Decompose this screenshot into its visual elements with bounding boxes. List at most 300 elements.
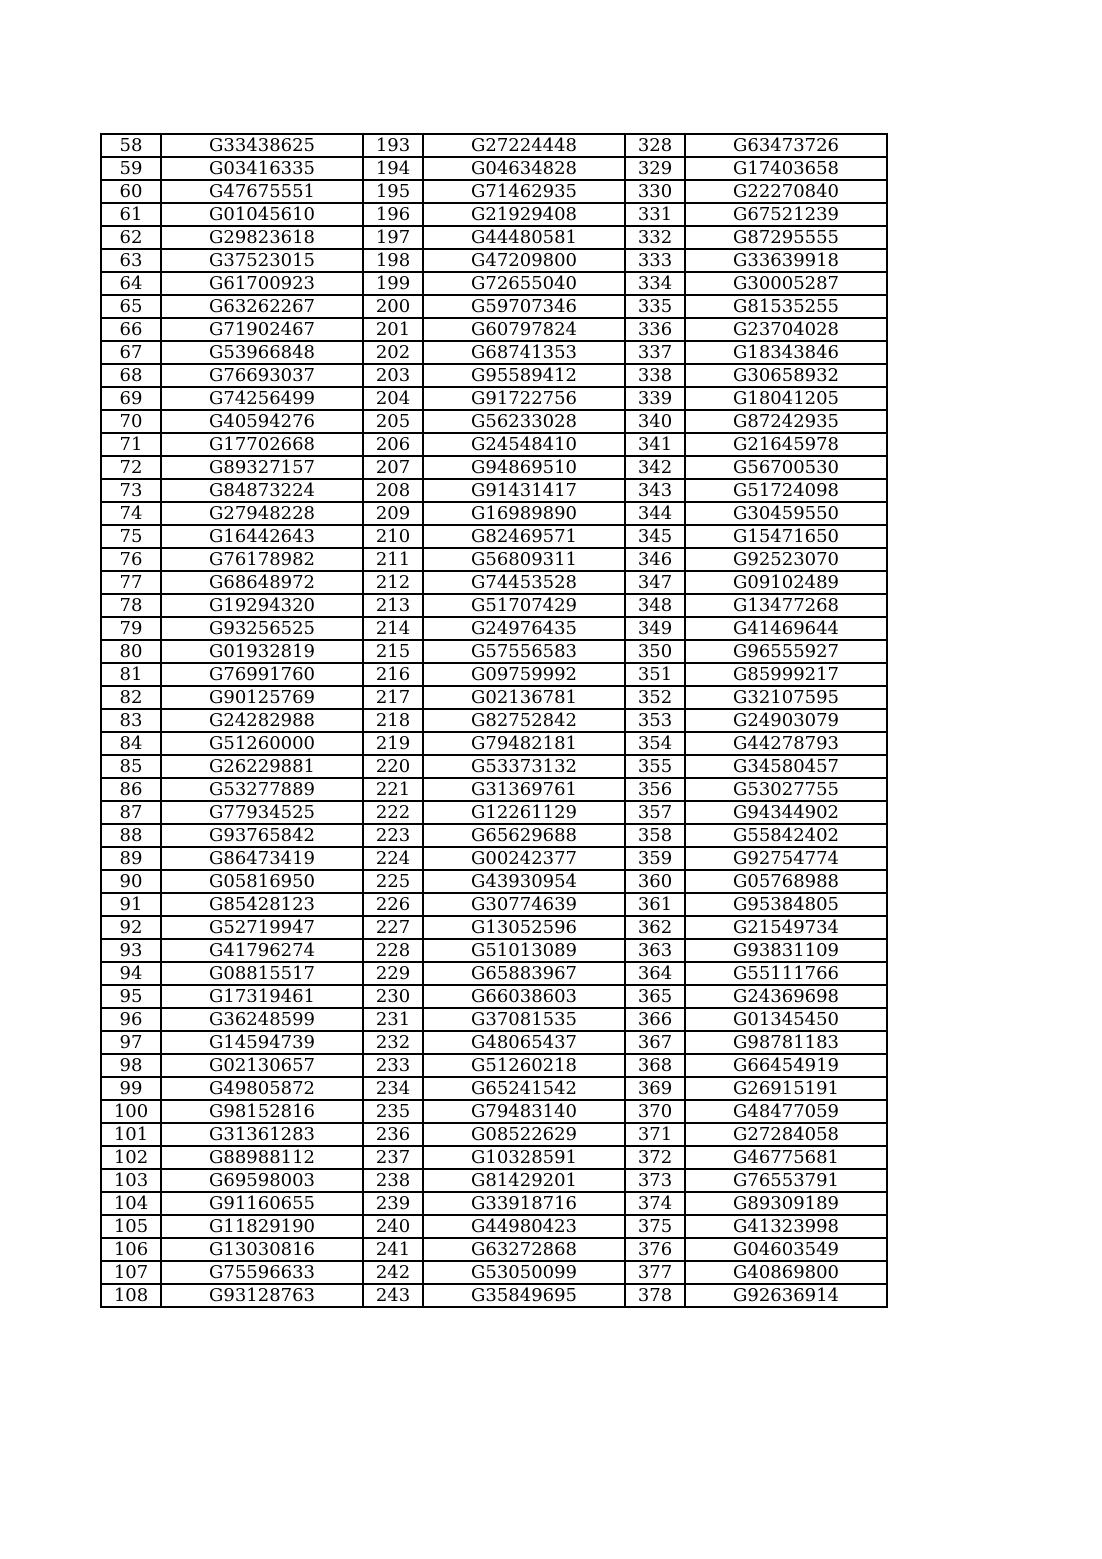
serial-no-cell: 93	[101, 939, 161, 962]
code-cell: G09759992	[423, 663, 625, 686]
code-cell: G92523070	[685, 548, 887, 571]
serial-no-cell: 200	[363, 295, 423, 318]
code-cell: G41796274	[161, 939, 363, 962]
code-cell: G46775681	[685, 1146, 887, 1169]
table-row	[101, 709, 887, 732]
serial-no-cell: 63	[101, 249, 161, 272]
code-cell: G04634828	[423, 157, 625, 180]
serial-no-cell: 194	[363, 157, 423, 180]
serial-no-cell: 348	[625, 594, 685, 617]
code-cell: G21929408	[423, 203, 625, 226]
code-cell: G53373132	[423, 755, 625, 778]
code-cell: G01932819	[161, 640, 363, 663]
code-cell: G79483140	[423, 1100, 625, 1123]
code-cell: G33639918	[685, 249, 887, 272]
table-row	[101, 548, 887, 571]
serial-no-cell: 346	[625, 548, 685, 571]
code-cell: G61700923	[161, 272, 363, 295]
code-cell: G65883967	[423, 962, 625, 985]
code-cell: G27284058	[685, 1123, 887, 1146]
serial-no-cell: 338	[625, 364, 685, 387]
code-cell: G96555927	[685, 640, 887, 663]
serial-no-cell: 59	[101, 157, 161, 180]
code-cell: G82469571	[423, 525, 625, 548]
code-cell: G09102489	[685, 571, 887, 594]
serial-no-cell: 227	[363, 916, 423, 939]
serial-no-cell: 197	[363, 226, 423, 249]
code-cell: G52719947	[161, 916, 363, 939]
code-cell: G95589412	[423, 364, 625, 387]
serial-no-cell: 224	[363, 847, 423, 870]
code-cell: G69598003	[161, 1169, 363, 1192]
code-cell: G16989890	[423, 502, 625, 525]
table-row	[101, 801, 887, 824]
code-cell: G08815517	[161, 962, 363, 985]
code-cell: G60797824	[423, 318, 625, 341]
serial-no-cell: 328	[625, 134, 685, 157]
code-cell: G08522629	[423, 1123, 625, 1146]
serial-no-cell: 351	[625, 663, 685, 686]
code-cell: G48065437	[423, 1031, 625, 1054]
serial-no-cell: 72	[101, 456, 161, 479]
serial-no-cell: 221	[363, 778, 423, 801]
table-row	[101, 755, 887, 778]
serial-no-cell: 73	[101, 479, 161, 502]
code-cell: G87295555	[685, 226, 887, 249]
serial-no-cell: 356	[625, 778, 685, 801]
table-row	[101, 502, 887, 525]
serial-no-cell: 237	[363, 1146, 423, 1169]
serial-no-cell: 359	[625, 847, 685, 870]
code-cell: G10328591	[423, 1146, 625, 1169]
serial-no-cell: 332	[625, 226, 685, 249]
serial-no-cell: 206	[363, 433, 423, 456]
code-cell: G29823618	[161, 226, 363, 249]
serial-no-cell: 342	[625, 456, 685, 479]
table-row	[101, 916, 887, 939]
code-cell: G22270840	[685, 180, 887, 203]
serial-no-cell: 98	[101, 1054, 161, 1077]
serial-no-cell: 108	[101, 1284, 161, 1307]
table-row	[101, 272, 887, 295]
code-cell: G92636914	[685, 1284, 887, 1307]
serial-no-cell: 373	[625, 1169, 685, 1192]
table-row	[101, 1100, 887, 1123]
code-cell: G49805872	[161, 1077, 363, 1100]
table-row	[101, 824, 887, 847]
code-cell: G23704028	[685, 318, 887, 341]
code-cell: G86473419	[161, 847, 363, 870]
serial-no-cell: 375	[625, 1215, 685, 1238]
serial-no-cell: 212	[363, 571, 423, 594]
serial-no-cell: 232	[363, 1031, 423, 1054]
code-cell: G76991760	[161, 663, 363, 686]
code-cell: G32107595	[685, 686, 887, 709]
serial-no-cell: 210	[363, 525, 423, 548]
table-row	[101, 1123, 887, 1146]
code-cell: G40594276	[161, 410, 363, 433]
serial-no-cell: 353	[625, 709, 685, 732]
code-cell: G94869510	[423, 456, 625, 479]
serial-no-cell: 372	[625, 1146, 685, 1169]
serial-no-cell: 213	[363, 594, 423, 617]
table-row	[101, 663, 887, 686]
serial-no-cell: 75	[101, 525, 161, 548]
serial-no-cell: 377	[625, 1261, 685, 1284]
code-cell: G00242377	[423, 847, 625, 870]
code-cell: G13052596	[423, 916, 625, 939]
code-cell: G93128763	[161, 1284, 363, 1307]
serial-no-cell: 367	[625, 1031, 685, 1054]
serial-no-cell: 341	[625, 433, 685, 456]
table-row	[101, 939, 887, 962]
code-cell: G27224448	[423, 134, 625, 157]
serial-no-cell: 204	[363, 387, 423, 410]
serial-no-cell: 349	[625, 617, 685, 640]
serial-no-cell: 234	[363, 1077, 423, 1100]
code-cell: G11829190	[161, 1215, 363, 1238]
serial-no-cell: 103	[101, 1169, 161, 1192]
table-row	[101, 617, 887, 640]
code-cell: G53966848	[161, 341, 363, 364]
code-cell: G31369761	[423, 778, 625, 801]
serial-no-cell: 235	[363, 1100, 423, 1123]
code-cell: G53027755	[685, 778, 887, 801]
table-row	[101, 1146, 887, 1169]
code-cell: G71462935	[423, 180, 625, 203]
serial-no-cell: 100	[101, 1100, 161, 1123]
code-cell: G16442643	[161, 525, 363, 548]
code-cell: G37523015	[161, 249, 363, 272]
code-cell: G91722756	[423, 387, 625, 410]
serial-no-cell: 345	[625, 525, 685, 548]
code-cell: G76178982	[161, 548, 363, 571]
code-cell: G71902467	[161, 318, 363, 341]
table-row	[101, 226, 887, 249]
code-cell: G93765842	[161, 824, 363, 847]
serial-no-cell: 214	[363, 617, 423, 640]
code-cell: G40869800	[685, 1261, 887, 1284]
serial-no-cell: 241	[363, 1238, 423, 1261]
serial-no-cell: 69	[101, 387, 161, 410]
code-cell: G81535255	[685, 295, 887, 318]
code-cell: G51707429	[423, 594, 625, 617]
code-cell: G81429201	[423, 1169, 625, 1192]
serial-no-cell: 333	[625, 249, 685, 272]
code-cell: G75596633	[161, 1261, 363, 1284]
table-row	[101, 686, 887, 709]
code-cell: G66454919	[685, 1054, 887, 1077]
serial-no-cell: 240	[363, 1215, 423, 1238]
code-cell: G35849695	[423, 1284, 625, 1307]
serial-no-cell: 347	[625, 571, 685, 594]
serial-no-cell: 80	[101, 640, 161, 663]
code-cell: G95384805	[685, 893, 887, 916]
code-cell: G27948228	[161, 502, 363, 525]
code-cell: G30774639	[423, 893, 625, 916]
code-cell: G21549734	[685, 916, 887, 939]
serial-no-cell: 336	[625, 318, 685, 341]
code-cell: G51260000	[161, 732, 363, 755]
code-cell: G13030816	[161, 1238, 363, 1261]
serial-no-cell: 357	[625, 801, 685, 824]
serial-no-cell: 337	[625, 341, 685, 364]
table-row	[101, 180, 887, 203]
code-cell: G98781183	[685, 1031, 887, 1054]
code-cell: G68741353	[423, 341, 625, 364]
serial-no-cell: 96	[101, 1008, 161, 1031]
code-cell: G74256499	[161, 387, 363, 410]
code-cell: G01045610	[161, 203, 363, 226]
serial-no-cell: 89	[101, 847, 161, 870]
table-row	[101, 525, 887, 548]
code-cell: G68648972	[161, 571, 363, 594]
code-cell: G90125769	[161, 686, 363, 709]
serial-no-cell: 101	[101, 1123, 161, 1146]
code-cell: G47209800	[423, 249, 625, 272]
code-cell: G56233028	[423, 410, 625, 433]
table-row	[101, 433, 887, 456]
code-cell: G51013089	[423, 939, 625, 962]
serial-no-cell: 362	[625, 916, 685, 939]
table-row	[101, 847, 887, 870]
code-cell: G87242935	[685, 410, 887, 433]
table-row	[101, 594, 887, 617]
serial-no-cell: 106	[101, 1238, 161, 1261]
code-cell: G17403658	[685, 157, 887, 180]
table-row	[101, 985, 887, 1008]
code-cell: G02136781	[423, 686, 625, 709]
table-row	[101, 410, 887, 433]
serial-no-cell: 344	[625, 502, 685, 525]
serial-no-cell: 233	[363, 1054, 423, 1077]
code-cell: G91160655	[161, 1192, 363, 1215]
code-cell: G44980423	[423, 1215, 625, 1238]
code-cell: G89309189	[685, 1192, 887, 1215]
serial-no-cell: 60	[101, 180, 161, 203]
code-cell: G30459550	[685, 502, 887, 525]
ticket-number-table	[100, 133, 888, 1308]
code-cell: G92754774	[685, 847, 887, 870]
serial-no-cell: 355	[625, 755, 685, 778]
code-cell: G79482181	[423, 732, 625, 755]
code-cell: G24976435	[423, 617, 625, 640]
code-cell: G02130657	[161, 1054, 363, 1077]
code-cell: G01345450	[685, 1008, 887, 1031]
serial-no-cell: 350	[625, 640, 685, 663]
serial-no-cell: 211	[363, 548, 423, 571]
serial-no-cell: 81	[101, 663, 161, 686]
code-cell: G17319461	[161, 985, 363, 1008]
table-row	[101, 732, 887, 755]
serial-no-cell: 84	[101, 732, 161, 755]
serial-no-cell: 220	[363, 755, 423, 778]
table-row	[101, 203, 887, 226]
table-row	[101, 295, 887, 318]
serial-no-cell: 202	[363, 341, 423, 364]
code-cell: G72655040	[423, 272, 625, 295]
table-row	[101, 962, 887, 985]
code-cell: G44480581	[423, 226, 625, 249]
serial-no-cell: 66	[101, 318, 161, 341]
serial-no-cell: 76	[101, 548, 161, 571]
serial-no-cell: 70	[101, 410, 161, 433]
serial-no-cell: 369	[625, 1077, 685, 1100]
code-cell: G55842402	[685, 824, 887, 847]
table-row	[101, 1008, 887, 1031]
code-cell: G74453528	[423, 571, 625, 594]
serial-no-cell: 364	[625, 962, 685, 985]
serial-no-cell: 208	[363, 479, 423, 502]
serial-no-cell: 77	[101, 571, 161, 594]
serial-no-cell: 228	[363, 939, 423, 962]
code-cell: G26229881	[161, 755, 363, 778]
table-row	[101, 1031, 887, 1054]
serial-no-cell: 239	[363, 1192, 423, 1215]
serial-no-cell: 374	[625, 1192, 685, 1215]
table-row	[101, 134, 887, 157]
table-row	[101, 1192, 887, 1215]
serial-no-cell: 243	[363, 1284, 423, 1307]
code-cell: G85999217	[685, 663, 887, 686]
code-cell: G37081535	[423, 1008, 625, 1031]
serial-no-cell: 217	[363, 686, 423, 709]
serial-no-cell: 198	[363, 249, 423, 272]
table-row	[101, 1284, 887, 1307]
code-cell: G24282988	[161, 709, 363, 732]
serial-no-cell: 65	[101, 295, 161, 318]
code-cell: G51260218	[423, 1054, 625, 1077]
code-cell: G14594739	[161, 1031, 363, 1054]
serial-no-cell: 219	[363, 732, 423, 755]
serial-no-cell: 242	[363, 1261, 423, 1284]
code-cell: G30005287	[685, 272, 887, 295]
code-cell: G24548410	[423, 433, 625, 456]
code-cell: G63262267	[161, 295, 363, 318]
code-cell: G41469644	[685, 617, 887, 640]
serial-no-cell: 205	[363, 410, 423, 433]
serial-no-cell: 193	[363, 134, 423, 157]
code-cell: G48477059	[685, 1100, 887, 1123]
serial-no-cell: 88	[101, 824, 161, 847]
code-cell: G36248599	[161, 1008, 363, 1031]
code-cell: G33438625	[161, 134, 363, 157]
code-cell: G47675551	[161, 180, 363, 203]
code-cell: G76693037	[161, 364, 363, 387]
serial-no-cell: 215	[363, 640, 423, 663]
table-row	[101, 640, 887, 663]
serial-no-cell: 225	[363, 870, 423, 893]
code-cell: G88988112	[161, 1146, 363, 1169]
code-cell: G17702668	[161, 433, 363, 456]
serial-no-cell: 370	[625, 1100, 685, 1123]
code-cell: G63272868	[423, 1238, 625, 1261]
serial-no-cell: 343	[625, 479, 685, 502]
serial-no-cell: 61	[101, 203, 161, 226]
serial-no-cell: 331	[625, 203, 685, 226]
serial-no-cell: 62	[101, 226, 161, 249]
serial-no-cell: 207	[363, 456, 423, 479]
code-cell: G51724098	[685, 479, 887, 502]
code-cell: G05768988	[685, 870, 887, 893]
serial-no-cell: 335	[625, 295, 685, 318]
code-cell: G57556583	[423, 640, 625, 663]
code-cell: G67521239	[685, 203, 887, 226]
serial-no-cell: 97	[101, 1031, 161, 1054]
table-row	[101, 778, 887, 801]
serial-no-cell: 82	[101, 686, 161, 709]
code-cell: G53277889	[161, 778, 363, 801]
serial-no-cell: 371	[625, 1123, 685, 1146]
serial-no-cell: 218	[363, 709, 423, 732]
table-row	[101, 157, 887, 180]
serial-no-cell: 339	[625, 387, 685, 410]
serial-no-cell: 330	[625, 180, 685, 203]
serial-no-cell: 209	[363, 502, 423, 525]
code-cell: G31361283	[161, 1123, 363, 1146]
code-cell: G24369698	[685, 985, 887, 1008]
code-cell: G44278793	[685, 732, 887, 755]
serial-no-cell: 230	[363, 985, 423, 1008]
code-cell: G18041205	[685, 387, 887, 410]
code-cell: G41323998	[685, 1215, 887, 1238]
serial-no-cell: 68	[101, 364, 161, 387]
code-cell: G24903079	[685, 709, 887, 732]
code-cell: G93831109	[685, 939, 887, 962]
table-row	[101, 1215, 887, 1238]
table-body	[101, 134, 887, 1307]
code-cell: G33918716	[423, 1192, 625, 1215]
serial-no-cell: 201	[363, 318, 423, 341]
table-row	[101, 1261, 887, 1284]
table-row	[101, 1238, 887, 1261]
serial-no-cell: 67	[101, 341, 161, 364]
serial-no-cell: 360	[625, 870, 685, 893]
table-row	[101, 1169, 887, 1192]
table-row	[101, 1077, 887, 1100]
serial-no-cell: 102	[101, 1146, 161, 1169]
serial-no-cell: 195	[363, 180, 423, 203]
code-cell: G30658932	[685, 364, 887, 387]
code-cell: G26915191	[685, 1077, 887, 1100]
serial-no-cell: 203	[363, 364, 423, 387]
table-row	[101, 364, 887, 387]
code-cell: G76553791	[685, 1169, 887, 1192]
code-cell: G43930954	[423, 870, 625, 893]
serial-no-cell: 236	[363, 1123, 423, 1146]
code-cell: G04603549	[685, 1238, 887, 1261]
serial-no-cell: 222	[363, 801, 423, 824]
serial-no-cell: 226	[363, 893, 423, 916]
code-cell: G94344902	[685, 801, 887, 824]
serial-no-cell: 90	[101, 870, 161, 893]
table-row	[101, 318, 887, 341]
code-cell: G89327157	[161, 456, 363, 479]
serial-no-cell: 229	[363, 962, 423, 985]
serial-no-cell: 378	[625, 1284, 685, 1307]
code-cell: G82752842	[423, 709, 625, 732]
serial-no-cell: 91	[101, 893, 161, 916]
serial-no-cell: 105	[101, 1215, 161, 1238]
code-cell: G05816950	[161, 870, 363, 893]
code-cell: G63473726	[685, 134, 887, 157]
table-row	[101, 387, 887, 410]
code-cell: G77934525	[161, 801, 363, 824]
code-cell: G65241542	[423, 1077, 625, 1100]
code-cell: G15471650	[685, 525, 887, 548]
serial-no-cell: 86	[101, 778, 161, 801]
table-row	[101, 456, 887, 479]
